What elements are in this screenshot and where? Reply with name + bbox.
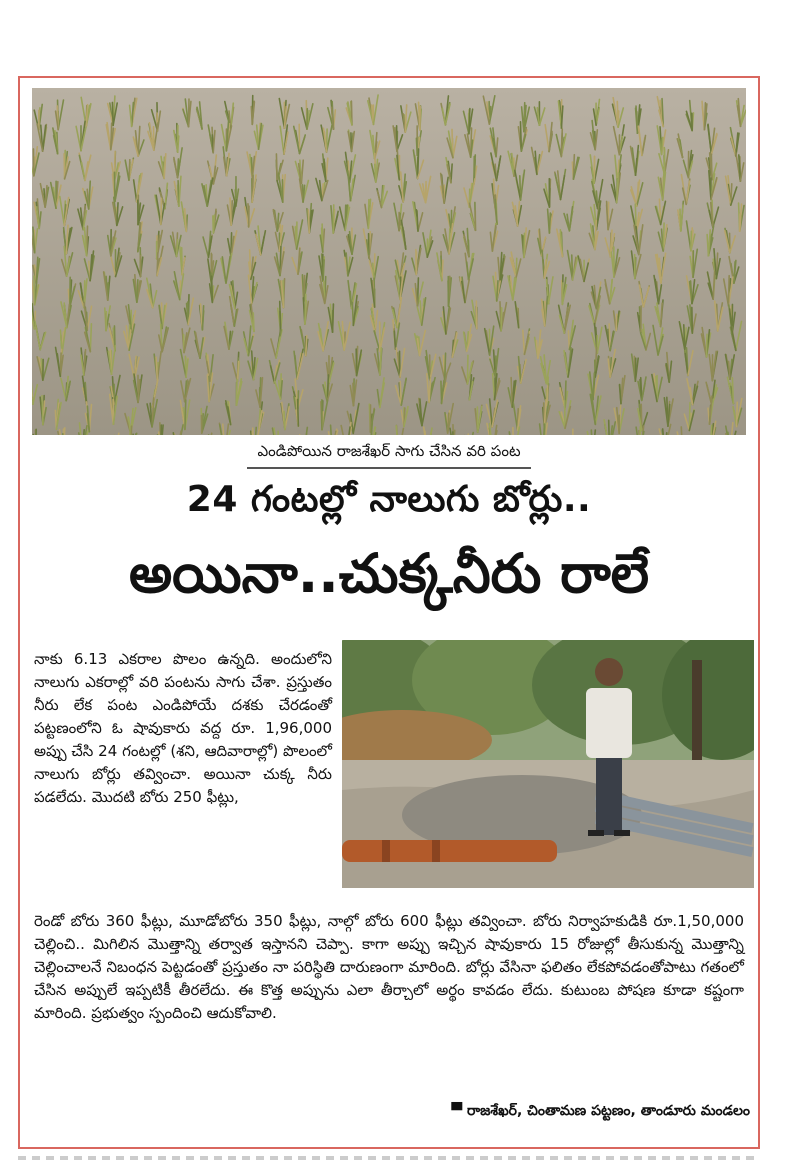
dried-paddy-field-photo [32,88,746,435]
photo-caption-text: ఎండిపోయిన రాజశేఖర్ సాగు చేసిన వరి పంట [247,440,530,469]
headline-line-2: అయినా..చుక్కనీరు రాలే [128,542,650,605]
farmer-at-borewell-photo [342,640,754,888]
page-edge-strip [18,1156,760,1160]
article-body-full-width: రెండో బోరు 360 ఫీట్లు, మూడోబోరు 350 ఫీట్లు, నాల్గో బోరు 600 ఫీట్లు తవ్వించా. బోరు నిర్వాహకుడికి రూ.1,50,000 చెల్లించి.. మిగిలిన మొత్తాన్ని తర్వాత ఇస్తానని చెప్పా. కాగా అప్పు ఇచ్చిన షావుకారు 15 రోజుల్లో తీసుకున్న మొత్తాన్ని చెల్లించాలనే నిబంధన పెట్టడంతో ప్రస్తుతం నా పరిస్థితి దారుణంగా మారింది. బోర్లు వేసినా ఫలితం లేకపోవడంతోపాటు గతంలో చేసిన అప్పులే ఇప్పటికీ తీరలేదు. ఈ కొత్త అప్పును ఎలా తీర్చాలో అర్థం కావడం లేదు. కుటుంబ పోషణ కూడా కష్టంగా మారింది. ప్రభుత్వం స్పందించి ఆదుకోవాలి. [34,912,744,1022]
headline-line-1: 24 గంటల్లో నాలుగు బోర్లు.. [186,479,592,520]
article-body-column: నాకు 6.13 ఎకరాల పొలం ఉన్నది. అందులోని నాలుగు ఎకరాల్లో వరి పంటను సాగు చేశా. ప్రస్తుతం నీరు లేక పంట ఎండిపోయే దశకు చేరడంతో పట్టణంలోని ఓ షావుకారు వద్ద రూ. 1,96,000 అప్పు చేసి 24 గంటల్లో (శని, ఆదివారాల్లో) పొలంలో నాలుగు బోర్లు తవ్వించా. అయినా చుక్క నీరు పడలేదు. మొదటి బోరు 250 ఫీట్లు, [34,650,332,806]
photo-caption [0,440,778,469]
byline: ▀ రాజశేఖర్, చింతామణ పట్టణం, తాండూరు మండలం [451,1103,750,1119]
